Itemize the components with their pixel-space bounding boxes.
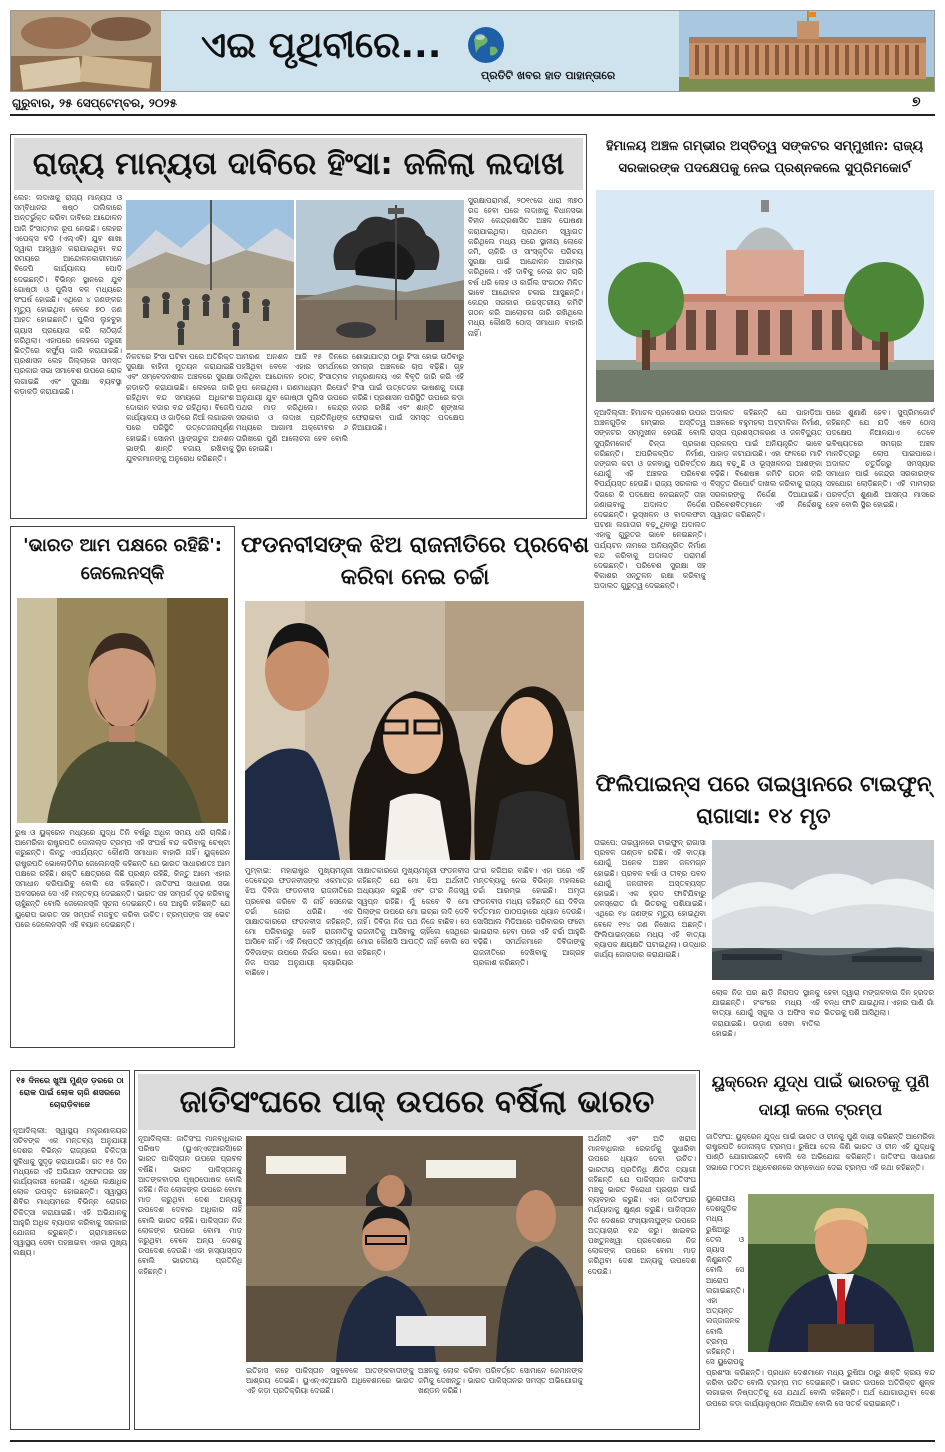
un-col2: ଅର୍ଥନୀତି ଏବଂ ଅତି ଖରାପ ମାନବାଧିକାର ରେକର୍ଡକୁ ସୁଧାରିବା ଉପରେ ଧ୍ୟାନ ଦେବା ଉଚିତ। ଭାରତୀୟ ପ୍ରତିନିଧି କ୍ଷିତିଜ ତ୍ୟାଗୀ କହିଛନ୍ତି ଯେ ପାକିସ୍ତାନ ଜାତିସଂଘ ମଞ୍ଚକୁ ଭାରତ ବିରୋଧୀ ପ୍ରଚାର ପାଇଁ ବ୍ୟବହାର କରୁଛି। ଏହା ଜାତିସଂଘର ମର୍ଯ୍ୟାଦାକୁ କ୍ଷୁଣ୍ଣ କରୁଛି। ପାକିସ୍ତାନ ନିଜ ଦେଶରେ ସଂଖ୍ୟାଲଘୁଙ୍କ ଉପରେ ଅତ୍ୟାଚାର ବନ୍ଦ କରୁ। ଖାଇବର ପଖତୁନଖ୍ୱା ପ୍ରଦେଶରେ ନିଜ ଲୋକଙ୍କ ଉପରେ ବୋମା ମାଡ଼ କରିଥିବା ଦେଶ ଅନ୍ୟକୁ ଉପଦେଶ ଦେଉଛି। bbox=[588, 1134, 696, 1276]
globe-icon bbox=[466, 25, 506, 65]
issue-date: ଗୁରୁବାର, ୨୫ ସେପ୍ଟେମ୍ବର, ୨୦୨୫ bbox=[12, 96, 177, 110]
ladakh-photo-fire bbox=[296, 200, 464, 350]
typhoon-headline: ଫିଲିପାଇନ୍ସ ପରେ ତାଇୱାନରେ ଟାଇଫୁନ୍ ରାଗାସା: ୧୪ ମୃତ bbox=[595, 772, 932, 828]
header-rule bbox=[10, 114, 935, 116]
un-col3: ଇତିହାସ କହେ ପାକିସ୍ତାନ ସବୁବେଳେ ଆତଙ୍କବାଦୀଙ୍କୁ ଆଶ୍ରୟ ଦେଇଛି। ୟୁଏନ୍‌ଏଚ୍‌ଆରସି ଅଧିବେଶନରେ ଭାରତ ଏହି କଡ଼ା ପ୍ରତିକ୍ରିୟା ଦେଇଛି। bbox=[246, 1366, 414, 1396]
fadnavis-col1: ମୁମ୍ବାଇ: ମହାରାଷ୍ଟ୍ର ମୁଖ୍ୟମନ୍ତ୍ରୀ ଦେବେନ୍ଦ୍ର ଫଡନବୀସଙ୍କ ଏକମାତ୍ର ଝିଅ ଦିବିଜା ଫଡନବୀସ ରାଜନୀତିରେ ପ୍ରବେଶ କରିବେ କି ନାହିଁ ସେନେଇ ଚର୍ଚ୍ଚା ଜୋର ଧରିଛି। ଏକ ସାକ୍ଷାତକାରରେ ଫଡନବୀସ କହିଛନ୍ତି, ମୋ ପରିବାରରୁ କେହି ରାଜନୀତିକୁ ଆସିବେ ନାହିଁ। ଏହି ନିଷ୍ପତ୍ତି ସମ୍ପୂର୍ଣ୍ଣ ଦିବିଜାଙ୍କ ଉପରେ ନିର୍ଭର କରେ। ସେ ନିଜ ପସନ୍ଦ ଅନୁଯାୟୀ କ୍ୟାରିୟର ବାଛିବେ। bbox=[245, 866, 353, 978]
typhoon-col1: ତାଇପେ: ତାଇୱାନରେ ଟାଇଫୁନ୍ ରାଗାସା ପ୍ରବଳ ତାଣ୍ଡବ ରଚିଛି। ଏହି ବାତ୍ୟା ଯୋଗୁଁ ଅନେକ ଅଞ୍ଚଳ ଜଳମଗ୍ନ ହୋଇଛି। ପ୍ରବଳ ବର୍ଷା ଓ ତୀବ୍ର ପବନ ଯୋଗୁଁ ଜନଜୀବନ ଅସ୍ତବ୍ୟସ୍ତ ହୋଇଛି। ଏକ ହ୍ରଦ ଫାଟିଯିବାରୁ ଜଳସ୍ରୋତ ଗାଁ ଭିତରକୁ ପଶିଯାଇଛି। ଏଥିରେ ୧୪ ଜଣଙ୍କ ମୃତ୍ୟୁ ହୋଇଥିବା ବେଳେ ୧୨୪ ଜଣ ନିଖୋଜ ଅଛନ୍ତି। ଫିଲିପାଇନ୍ସରେ ମଧ୍ୟ ଏହି ବାତ୍ୟା ବ୍ୟାପକ କ୍ଷୟକ୍ଷତି ଘଟାଇଥିଲା। ଉଦ୍ଧାର କାର୍ଯ୍ୟ ଜୋରଦାର କରାଯାଇଛି। bbox=[594, 838, 706, 960]
masthead-tagline: ପ୍ରତିଟି ଖବର ହାତ ପାହାନ୍ତାରେ bbox=[481, 69, 616, 82]
zelensky-headline: 'ଭାରତ ଆମ ପକ୍ଷରେ ରହିଛି': ଜେଲେନସ୍କି bbox=[23, 535, 222, 584]
ladakh-col1: ଲେହ: ଲଦାଖକୁ ରାଜ୍ୟ ମାନ୍ୟତା ଓ ସମ୍ବିଧାନର ଷଷ୍ଠ ତାଲିକାରେ ଅନ୍ତର୍ଭୁକ୍ତ କରିବା ଦାବିରେ ଆନ୍ଦୋଳନ ଆଜି ହିଂସାତ୍ମକ ରୂପ ନେଇଛି। ଲେହର ଏପେକ୍ସ ବଡି (ଏଲ୍‌ଏବି) ଯୁବ ଶାଖା ଦ୍ୱାରା ଆହ୍ୱାନ କରାଯାଇଥିବା ବନ୍ଦ ସମୟରେ ଆନ୍ଦୋଳନକାରୀମାନେ ବିଜେପି କାର୍ଯ୍ୟାଳୟ ପୋଡ଼ି ଦେଇଛନ୍ତି। ବିଭିନ୍ନ ସ୍ଥାନରେ ଯୁବ ଗୋଷ୍ଠୀ ଓ ପୁଲିସ ବଳ ମଧ୍ୟରେ ସଂଘର୍ଷ ହୋଇଛି। ଏଥିରେ ୪ ଜଣଙ୍କର ମୃତ୍ୟୁ ହୋଇଥିବା ବେଳେ ୭୦ ଜଣ ଆହତ ହୋଇଛନ୍ତି। ପୁଲିସ ଲୁହବୁହା ଗ୍ୟାସ ପ୍ରୟୋଗ କରି ଲାଠିଚାର୍ଜ କରିଥିଲା। ଏହାପରେ ଲେହରେ ଜରୁରୀ ଭିତ୍ତିରେ କର୍ଫ୍ୟୁ ଜାରି କରାଯାଇଛି। ପ୍ରଶାସନ ଲେହ ଜିଲ୍ଲାରେ ସମସ୍ତ ପ୍ରକାର ସଭା ସମାବେଶ ଉପରେ ରୋକ ଲଗାଇଛି ଏବଂ ସୁରକ୍ଷା ବ୍ୟବସ୍ଥା କଡ଼ାକଡ଼ି କରାଯାଇଛି। bbox=[14, 193, 122, 396]
fadnavis-col2: ସାକ୍ଷାତକାରରେ ମୁଖ୍ୟମନ୍ତ୍ରୀ ଫଡନବୀସ କହିଛନ୍ତି ଯେ ମୋ ଝିଅ ଅର୍ଥନୀତି ଅଧ୍ୟୟନ କରୁଛି ଏବଂ ତା'ର ନିଜସ୍ୱ ସ୍ୱପ୍ନ ରହିଛି। ମୁଁ କେବେ ବି ମୋ ପିଲାଙ୍କ ଉପରେ ମୋ ଇଚ୍ଛା ଲଦି ଦେବି ନାହିଁ। ଦିବିଜା ନିଜ ପଥ ନିଜେ ବାଛିବ। ସେ ରାଜନୀତିକୁ ଆସିବାକୁ ଚାହିଁଲେ ସେଥିରେ ମୋର କୌଣସି ଆପତ୍ତି ନାହିଁ ବୋଲି ସେ କହିଛନ୍ତି। bbox=[357, 866, 469, 957]
un-col1: ନୂଆଦିଲ୍ଲୀ: ଜାତିସଂଘ ମାନବାଧିକାର ପରିଷଦ (ୟୁଏନ୍‌ଏଚ୍‌ଆରସି)ରେ ଭାରତ ପାକିସ୍ତାନ ଉପରେ ପ୍ରବଳ ବର୍ଷିଛି। ଭାରତ ପାକିସ୍ତାନକୁ ଆତଙ୍କବାଦର ପୃଷ୍ଠପୋଷକ ବୋଲି କହିଛି। ନିଜ ଲୋକଙ୍କ ଉପରେ ବୋମା ମାଡ଼ କରୁଥିବା ଦେଶ ଅନ୍ୟକୁ ଉପଦେଶ ଦେବାର ଅଧିକାର ନାହିଁ ବୋଲି ଭାରତ କହିଛି। ପାକିସ୍ତାନ ନିଜ ଲୋକଙ୍କ ଉପରେ ବୋମା ମାଡ଼ କରୁଥିବା ବେଳେ ଅନ୍ୟ ଦେଶକୁ ଉପଦେଶ ଦେଉଛି। ଏହା ହାସ୍ୟାସ୍ପଦ ବୋଲି ଭାରତୀୟ ପ୍ରତିନିଧି କହିଛନ୍ତି। bbox=[138, 1134, 242, 1276]
health-sidebar-body: ନୂଆଦିଲ୍ଲୀ: ସ୍ୱାସ୍ଥ୍ୟ ମନ୍ତ୍ରଣାଳୟର ସଚିବଙ୍କ ଏକ ମନ୍ତବ୍ୟ ଅନୁଯାୟୀ ଦେଶର ବିଭିନ୍ନ ରାଜ୍ୟରେ ଚିକିତ୍ସା ସୁବିଧାକୁ ସୁଦୃଢ଼ କରାଯାଉଛି। ଗତ ୧୫ ଦିନ ମଧ୍ୟରେ ଏହି ଅଭିଯାନ ସଫଳତାର ସହ କାର୍ଯ୍ୟକାରୀ ହୋଇଛି। ଏଥିରେ ଲକ୍ଷାଧିକ ଲୋକ ଉପକୃତ ହୋଇଛନ୍ତି। ସ୍ୱାସ୍ଥ୍ୟ ଶିବିର ମାଧ୍ୟମରେ ବିଭିନ୍ନ ରୋଗର ଚିକିତ୍ସା କରାଯାଇଛି। ଏହି ଅଭିଯାନକୁ ଆହୁରି ଅଧିକ ବ୍ୟାପକ କରିବାକୁ ସରକାର ଯୋଜନା କରୁଛନ୍ତି। ଗ୍ରାମାଞ୍ଚଳରେ ସ୍ୱାସ୍ଥ୍ୟ ସେବା ପହଞ୍ଚାଇବା ଏହାର ମୁଖ୍ୟ ଲକ୍ଷ୍ୟ। bbox=[13, 1126, 127, 1258]
fadnavis-col3: ତା'ର କରିଅର ବାଛିବ। ଏହା ପରେ ଏହି ମନ୍ତବ୍ୟକୁ ନେଇ ବିଭିନ୍ନ ମହଲରେ ଚର୍ଚ୍ଚା ଆରମ୍ଭ ହୋଇଛି। ଅମୃତା ଫଡନବୀସ ମଧ୍ୟ କହିଛନ୍ତି ଯେ ଦିବିଜା ବର୍ତ୍ତମାନ ପାଠପଢ଼ାରେ ଧ୍ୟାନ ଦେଉଛି। ସୋସିଆଲ ମିଡିଆରେ ପରିବାରର ଫଟୋ ଭାଇରାଲ ହେବା ପରେ ଏହି ଚର୍ଚ୍ଚା ଆହୁରି ବଢ଼ିଛି। ସମର୍ଥକମାନେ ଦିବିଜାଙ୍କୁ ରାଜନୀତିରେ ଦେଖିବାକୁ ଆଗ୍ରହ ପ୍ରକାଶ କରିଛନ୍ତି। bbox=[473, 866, 585, 967]
trump-bottom: ପ୍ରଶଂସା କରିଛନ୍ତି। ପ୍ରଧାନ ଦେଶମାନେ ମଧ୍ୟ ରୁଷିଆ ଠାରୁ ଶକ୍ତି କ୍ରୟ ବନ୍ଦ କରିବା ଉଚିତ ବୋଲି ଟ୍ରମ୍ପ ମତ ଦେଇଛନ୍ତି। ଭାରତ ଉପରେ ଅତିରିକ୍ତ ଶୁଳ୍କ ଲଗାଇବା ନିଷ୍ପତ୍ତିକୁ ସେ ଯଥାର୍ଥ ବୋଲି କହିଛନ୍ତି। ଅର୍ଥ ଯୋଗାଉଥିବା ଦେଶ ଉପରେ କଡ଼ା କାର୍ଯ୍ୟାନୁଷ୍ଠାନ ନିଆଯିବ ବୋଲି ସେ ସତର୍କ କରାଇଛନ୍ତି। bbox=[706, 1368, 935, 1408]
ladakh-photo-crowd bbox=[126, 200, 294, 350]
un-col4: ଅଞ୍ଚଳକୁ ଲୋକ କରିବା ପରିବର୍ତ୍ତେ ସୋମାନେ ଜେମାନଙ୍କ ଜମିକୁ ଦେଖନ୍ତୁ। ଭାରତ ପାକିସ୍ତାନର ସମସ୍ତ ଅଭିଯୋଗକୁ ଖଣ୍ଡନ କରିଛି। bbox=[418, 1366, 583, 1396]
ladakh-headline: ରାଜ୍ୟ ମାନ୍ୟତା ଦାବିରେ ହିଂସା: ଜଳିଲା ଲଦାଖ bbox=[14, 138, 583, 190]
masthead bbox=[10, 10, 935, 92]
himalaya-headline: ହିମାଳୟ ଅଞ୍ଚଳ ଗମ୍ଭୀର ଅସ୍ତିତ୍ୱ ସଙ୍କଟର ସମ୍ମୁଖୀନ: ରାଜ୍ୟ ସରକାରଙ୍କ ପଦକ୍ଷେପକୁ ନେଇ ପ୍ରଶ୍ନକଲେ ସୁପ୍ରିମକୋର୍ଟ bbox=[605, 139, 924, 176]
zelensky-body: ରୁଷ ଓ ୟୁକ୍ରେନ ମଧ୍ୟରେ ଯୁଦ୍ଧ ତିନି ବର୍ଷରୁ ଅଧିକ ସମୟ ଧରି ଚାଲିଛି। ଆମେରିକା ରାଷ୍ଟ୍ରପତି ଡୋନାଲ୍ଡ ଟ୍ରମ୍ପ ଏହି ସଂଘର୍ଷ ବନ୍ଦ କରିବାକୁ ଚେଷ୍ଟା କରୁଛନ୍ତି। କିନ୍ତୁ ଏପର୍ଯ୍ୟନ୍ତ କୌଣସି ସମାଧାନ ବାହାରି ନାହିଁ। ୟୁକ୍ରେନ ରାଷ୍ଟ୍ରପତି ଭୋଲୋଡିମିର ଜେଲେନସ୍କି କହିଛନ୍ତି ଯେ ଭାରତ ସାଧାରଣତଃ ଆମ ପକ୍ଷରେ ରହିଛି। ଶକ୍ତି କ୍ଷେତ୍ରରେ କିଛି ପ୍ରଶ୍ନ ରହିଛି, କିନ୍ତୁ ଆମେ ଏହାର ସମାଧାନ କରିପାରିବୁ ବୋଲି ସେ କହିଛନ୍ତି। ଜାତିସଂଘ ସାଧାରଣ ସଭା ଅବସରରେ ସେ ଏହି ମନ୍ତବ୍ୟ ଦେଇଛନ୍ତି। ଭାରତ ସହ ସମ୍ପର୍କ ଦୃଢ଼ କରିବାକୁ ଚାହୁଁଛନ୍ତି ବୋଲି ଜେଲେନସ୍କି ସୂଚନା ଦେଇଛନ୍ତି। ସେ ଆହୁରି କହିଛନ୍ତି ଯେ ୟୁରୋପ ଭାରତ ସହ ସମ୍ପର୍କ ମଜବୁତ କରିବା ଉଚିତ। ଟ୍ରମ୍ପଙ୍କ ସହ ଭେଟ ପରେ ଜେଲେନସ୍କି ଏହି ବୟାନ ଦେଇଛନ୍ତି। bbox=[15, 828, 230, 929]
himalaya-col1: ନୂଆଦିଲ୍ଲୀ: ହିମାଚଳ ପ୍ରଦେଶର ଉପର ଅଞ୍ଚଳଗୁଡ଼ିକ ଗମ୍ଭୀର ଅସ୍ତିତ୍ୱ ସଙ୍କଟର ସମ୍ମୁଖୀନ ହେଉଛି ବୋଲି ସୁପ୍ରିମକୋର୍ଟ ଚିନ୍ତା ପ୍ରକାଶ କରିଛନ୍ତି। ଅପରିକଳ୍ପିତ ନିର୍ମାଣ, ଜଙ୍ଗଲ କଟା ଓ ଜଳବାୟୁ ପରିବର୍ତ୍ତନ ଯୋଗୁଁ ଏହି ଅଞ୍ଚଳର ପରିବେଶ ବିପର୍ଯ୍ୟସ୍ତ ହେଉଛି। ରାଜ୍ୟ ସରକାର ଏ ଦିଗରେ କି ପଦକ୍ଷେପ ନେଇଛନ୍ତି ତାହା ଜଣାଇବାକୁ ଅଦାଲତ ନିର୍ଦ୍ଦେଶ ଦେଇଛନ୍ତି। ଭୂସ୍ଖଳନ ଓ ବାଦଲଫଟା ଘଟଣା ଲଗାତାର ବଢ଼ୁଥିବାରୁ ଅଦାଲତ ଏହାକୁ ଗୁରୁତର ଭାବେ ନେଇଛନ୍ତି। ପର୍ଯ୍ୟଟନ ନାମରେ ଅନିୟନ୍ତ୍ରିତ ନିର୍ମାଣ ବନ୍ଦ କରିବାକୁ ଅଦାଲତ ପରାମର୍ଶ ଦେଇଛନ୍ତି। ପରିବେଶ ସୁରକ୍ଷା ସହ ବିକାଶର ସନ୍ତୁଳନ ରକ୍ଷା କରିବାକୁ ଅଦାଲତ ଗୁରୁତ୍ୱ ଦେଇଛନ୍ତି। bbox=[594, 408, 706, 591]
supreme-court-photo bbox=[596, 190, 934, 402]
parliament-photo bbox=[679, 11, 935, 92]
ladakh-col4: ଶୋଭାଯାତ୍ରା ଠାରୁ ହିଂସା ହୋଇ ଉଠିବାରୁ ସମଗ୍ର ଅଞ୍ଚଳରେ ଚାପ ବଢ଼ିଛି। ଗୃହ ମନ୍ତ୍ରଣାଳୟ ଏକ ବିବୃତି ଜାରି କରି ଏହି ହିଂସା ପାଇଁ ଉତ୍ତେଜକ ଭାଷଣକୁ ଦାୟୀ କରିଛି। ପ୍ରଶାସନ ପରିସ୍ଥିତି ଉପରେ କଡ଼ା ନଜର ରଖିଛି ଏବଂ ଶାନ୍ତି ଶୃଙ୍ଖଳା ଫେରାଇବା ପାଇଁ ସମସ୍ତ ପଦକ୍ଷେପ ନିଆଯାଉଛି। bbox=[352, 352, 464, 433]
typhoon-col2: ଲୋକ ନିଜ ଘର ଛାଡ଼ି ନିରାପଦ ସ୍ଥାନକୁ ଯାଇଛନ୍ତି। ହଂକଂରେ ମଧ୍ୟ ଏହି ବାତ୍ୟା ଯୋଗୁଁ ସ୍କୁଲ ଓ ଅଫିସ ବନ୍ଦ କରାଯାଇଛି। ଉଡ଼ାଣ ସେବା ବାତିଲ ହୋଇଛି। bbox=[712, 988, 820, 1038]
ladakh-col3: ଆମରଣ ଅନଶନ ଆଜି ୧୫ ଦିନରେ ପହଞ୍ଚିଥିବା ବେଳେ ଏହାର ସମର୍ଥନରେ ଡାକିଥିବା ଆନ୍ଦୋଳନ ହଠାତ୍ ହିଂସାତ୍ମକ ରୂପ ନେଇଥିଲା। ଗଣମାଧ୍ୟମ ରିପୋର୍ଟ ଅନୁଯାୟୀ ଯୁବ ଗୋଷ୍ଠୀ ପୁଲିସ ଉପରେ ପଥର ମାଡ଼ କରିଥିଲେ। କେନ୍ଦ୍ର ସରକାର ଓ ଲଦାଖ ପ୍ରତିନିଧିଙ୍କ ମଧ୍ୟରେ ଆଗାମୀ ଅକ୍ଟୋବର ୬ ତାରିଖରେ ପୁଣି ଆଲୋଚନା ହେବ ବୋଲି ସ୍ଥିର ହୋଇଛି। bbox=[236, 352, 348, 453]
ladakh-col5: ସୁରକ୍ଷାପରାମର୍ଶ, ୨୦୧୯ରେ ଧାରା ୩୭୦ ରଦ୍ଦ ହେବା ପରେ ଲଦାଖକୁ ବିଧାନସଭା ବିହୀନ କେନ୍ଦ୍ରଶାସିତ ଅଞ୍ଚଳ ଘୋଷଣା କରାଯାଇଥିଲା। ପ୍ରଥମେ ସ୍ୱାଗତ କରିଥିଲେ ମଧ୍ୟ ପରେ ସ୍ଥାନୀୟ ଲୋକେ ଜମି, ଚାକିରି ଓ ସାଂସ୍କୃତିକ ପରିଚୟ ସୁରକ୍ଷା ପାଇଁ ଆନ୍ଦୋଳନ ଆରମ୍ଭ କରିଥିଲେ। ଏହି ଦାବିକୁ ନେଇ ଗତ ଚାରି ବର୍ଷ ଧରି ଲେହ ଓ କାର୍ଗିଲ ସଂଗଠନ ମିଳିତ ଭାବେ ଆନ୍ଦୋଳନ ଚଳାଇ ଆସୁଛନ୍ତି। କେନ୍ଦ୍ର ସରକାର ଉଚ୍ଚସ୍ତରୀୟ କମିଟି ଗଠନ କରି ଆଲୋଚନା ଜାରି ରଖିଥିଲେ ମଧ୍ୟ କୌଣସି ଠୋସ୍ ସମାଧାନ ବାହାରି ନାହିଁ। bbox=[468, 196, 583, 338]
masthead-title: ଏଇ ପୃଥିବୀରେ... bbox=[201, 25, 442, 66]
trump-top: ଜାତିସଂଘ: ୟୁକ୍ରେନ ଯୁଦ୍ଧ ପାଇଁ ଭାରତ ଓ ଚୀନକୁ ପୁଣି ଦାୟୀ କରିଛନ୍ତି ଆମେରିକା ରାଷ୍ଟ୍ରପତି ଡୋନାଲ୍ଡ ଟ୍ରମ୍ପ। ରୁଷିଆ ତେଲ କିଣି ଭାରତ ଓ ଚୀନ ଏହି ଯୁଦ୍ଧକୁ ପାଣ୍ଠି ଯୋଗାଉଛନ୍ତି ବୋଲି ସେ ଅଭିଯୋଗ କରିଛନ୍ତି। ଜାତିସଂଘ ସାଧାରଣ ସଭାରେ ୮୦ତମ ଅଧିବେଶନରେ ସମ୍ବୋଧନ ଦେଇ ଟ୍ରମ୍ପ ଏହି କଥା କହିଛନ୍ତି। bbox=[706, 1132, 935, 1172]
un-headline: ଜାତିସଂଘରେ ପାକ୍ ଉପରେ ବର୍ଷିଲା ଭାରତ bbox=[138, 1074, 696, 1130]
trump-photo bbox=[748, 1194, 934, 1352]
fadnavis-headline: ଫଡନବୀସଙ୍କ ଝିଅ ରାଜନୀତିରେ ପ୍ରବେଶ କରିବା ନେଇ ଚର୍ଚ୍ଚା bbox=[240, 533, 590, 590]
footer-rule bbox=[10, 1440, 935, 1442]
trump-narrow: ୟୁରୋପୀୟ ଦେଶଗୁଡ଼ିକ ମଧ୍ୟ ରୁଷିଆରୁ ତେଲ ଓ ଗ୍ୟାସ କିଣୁଛନ୍ତି ବୋଲି ସେ ଆରୋପ ଲଗାଇଛନ୍ତି। ଏହା ଅତ୍ୟନ୍ତ ଲଜ୍ଜାଜନକ ବୋଲି ଟ୍ରମ୍ପ କହିଛନ୍ତି। ସେ ୟୁରୋପକୁ bbox=[706, 1194, 744, 1366]
page-number: ୭ bbox=[912, 94, 921, 110]
fadnavis-family-photo bbox=[245, 601, 584, 860]
zelensky-photo bbox=[17, 598, 228, 823]
typhoon-col3: ହେବା ଦ୍ୱାରା ମଙ୍ଗଳବାର ଦିନ ହ୍ରଦର ବନ୍ଧ ଫାଟି ଯାଇଥିଲା। ଏହାର ପାଣି ଗାଁ ଭିତରକୁ ପଶି ଆସିଥିଲା। bbox=[824, 988, 934, 1018]
himalaya-col2: ଅଦାଲତ କହିଛନ୍ତି ଯେ ପାହାଡ଼ିଆ ଅଞ୍ଚଳରେ ବହୁମହଲା ଅଟ୍ଟାଳିକା ନିର୍ମାଣ, ରାସ୍ତା ପ୍ରଶସ୍ତୀକରଣ ଓ ଜଳବିଦ୍ୟୁତ୍ ପ୍ରକଳ୍ପ ପାଇଁ ଅନିୟନ୍ତ୍ରିତ ଭାବେ ପାହାଡ଼ କଟାଯାଉଛି। ଏହା ଫଳରେ ମାଟି କ୍ଷୟ ବଢ଼ୁଛି ଓ ଭୂସ୍ଖଳନର ଆଶଙ୍କା ବଢ଼ିଛି। ବିଶେଷଜ୍ଞ କମିଟି ଗଠନ କରି ବିସ୍ତୃତ ରିପୋର୍ଟ ଦାଖଲ କରିବାକୁ ରାଜ୍ୟ ସରକାରଙ୍କୁ ନିର୍ଦ୍ଦେଶ ଦିଆଯାଇଛି। ପରିବେଶବିତ୍‌ମାନେ ଏହି ନିର୍ଦ୍ଦେଶକୁ ସ୍ୱାଗତ କରିଛନ୍ତି। bbox=[710, 408, 822, 520]
ladakh-col2: ନିକଟରେ ହିଂସା ଘଟିବା ପରେ ଅତିରିକ୍ତ ସୁରକ୍ଷା ବାହିନୀ ମୁତୟନ କରାଯାଇଛି ଏବଂ ସମ୍ବେଦନଶୀଳ ଅଞ୍ଚଳରେ ସୁରକ୍ଷା କଡ଼ାକଡ଼ି କରାଯାଇଛି। ଲେହରେ ଜାରି ରହିଥିବା ବନ୍ଦ ସମୟରେ ଅଧିକାଂଶ ଦୋକାନ ବଜାର ବନ୍ଦ ରହିଥିଲା। ବିଜେପି କାର୍ଯ୍ୟାଳୟ ଓ ଗାଡ଼ିରେ ନିଆଁ ଲଗାଇବା ପରେ ପରିସ୍ଥିତି ଉତ୍ତେଜନାପୂର୍ଣ୍ଣ ହୋଇଛି। ସୋନମ ୱାଙ୍ଗଚୁକ ଅନଶନ ଭାଙ୍ଗି ଶାନ୍ତି ବଜାୟ ରଖିବାକୁ ଯୁବକମାନଙ୍କୁ ଅନୁରୋଧ କରିଛନ୍ତି। bbox=[126, 352, 234, 464]
himalaya-col3: ପରେ ଶୁଣାଣି ହେବ। ସୁପ୍ରିମକୋର୍ଟ କହିଛନ୍ତି ଯେ ଯଦି ଏବେ ଠୋସ୍ ପଦକ୍ଷେପ ନିଆନଯାଏ ତେବେ ଭବିଷ୍ୟତରେ ସମଗ୍ର ଅଞ୍ଚଳ ମାନଚିତ୍ରରୁ ଲୋପ ପାଇପାରେ। ଅଦାଲତ ଚତୁର୍ଦ୍ଦିଗରୁ ସମସ୍ୟାର ସମାଧାନ ପାଇଁ କେନ୍ଦ୍ର ସରକାରଙ୍କ ସହଯୋଗ ଲୋଡ଼ିଛନ୍ତି। ଏହି ମାମଲାର ପରବର୍ତ୍ତୀ ଶୁଣାଣି ଆସନ୍ତା ମାସରେ ହେବ ବୋଲି ସ୍ଥିର ହୋଇଛି। bbox=[826, 408, 935, 509]
un-council-photo bbox=[246, 1136, 583, 1362]
health-sidebar-headline: ୧୫ ଦିନରେ ଖୁଆ ମୁଣ୍ଡ ଡ଼ରରେ ଠା ରୋକ ପାଇଁ ଲୋକ ଚାରି ଶସରରେ ଚୋରାଡ଼ିବାଜେ bbox=[16, 1075, 124, 1109]
money-photo bbox=[11, 11, 161, 92]
trump-headline: ୟୁକ୍ରେନ ଯୁଦ୍ଧ ପାଇଁ ଭାରତକୁ ପୁଣି ଦାୟୀ କଲେ ଟ୍ରମ୍ପ bbox=[711, 1072, 930, 1119]
typhoon-waves-photo bbox=[712, 840, 934, 980]
